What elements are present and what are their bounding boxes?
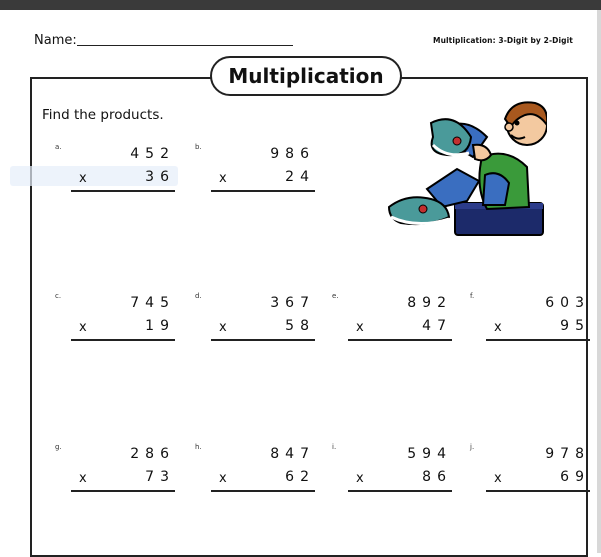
answer-line [71, 190, 175, 192]
times-sign: x [356, 471, 364, 486]
problem-f [470, 292, 590, 342]
multiplicand: 978 [545, 446, 590, 462]
problem-d [195, 292, 315, 342]
multiplier: 58 [285, 318, 315, 334]
problem-g [55, 443, 175, 493]
problem-b [195, 143, 315, 193]
worksheet-subtitle: Multiplication: 3-Digit by 2-Digit [433, 36, 573, 45]
multiplicand: 847 [270, 446, 315, 462]
multiplier: 69 [560, 469, 590, 485]
problem-letter: b. [195, 143, 202, 151]
answer-line [486, 339, 590, 341]
multiplicand: 986 [270, 146, 315, 162]
multiplicand: 594 [407, 446, 452, 462]
boy-tying-shoe-icon [387, 97, 547, 239]
problem-letter: f. [470, 292, 475, 300]
problem-i [332, 443, 452, 493]
multiplicand: 603 [545, 295, 590, 311]
problem-letter: j. [470, 443, 475, 451]
times-sign: x [219, 171, 227, 186]
scroll-edge[interactable] [597, 10, 601, 553]
times-sign: x [219, 471, 227, 486]
problem-j [470, 443, 590, 493]
answer-line [211, 490, 315, 492]
answer-line [71, 490, 175, 492]
multiplier: 19 [145, 318, 175, 334]
problem-letter: g. [55, 443, 62, 451]
times-sign: x [79, 171, 87, 186]
times-sign: x [79, 471, 87, 486]
problem-letter: d. [195, 292, 202, 300]
answer-line [211, 190, 315, 192]
answer-line [486, 490, 590, 492]
problem-c [55, 292, 175, 342]
multiplicand: 367 [270, 295, 315, 311]
answer-line [71, 339, 175, 341]
instructions: Find the products. [42, 107, 164, 123]
multiplier: 73 [145, 469, 175, 485]
multiplier: 95 [560, 318, 590, 334]
problem-letter: c. [55, 292, 62, 300]
name-label: Name: [34, 33, 77, 48]
multiplicand: 745 [130, 295, 175, 311]
multiplier: 47 [422, 318, 452, 334]
answer-line [211, 339, 315, 341]
problem-letter: e. [332, 292, 339, 300]
times-sign: x [356, 320, 364, 335]
worksheet-title: Multiplication [210, 56, 402, 96]
multiplier: 24 [285, 169, 315, 185]
problem-a [55, 143, 175, 193]
times-sign: x [494, 471, 502, 486]
name-field-line [77, 45, 293, 46]
multiplier: 86 [422, 469, 452, 485]
problem-h [195, 443, 315, 493]
times-sign: x [219, 320, 227, 335]
multiplicand: 452 [130, 146, 175, 162]
multiplier: 62 [285, 469, 315, 485]
multiplicand: 286 [130, 446, 175, 462]
window-top-bar [0, 0, 601, 10]
problem-letter: a. [55, 143, 62, 151]
problem-letter: i. [332, 443, 337, 451]
answer-line [348, 490, 452, 492]
multiplier: 36 [145, 169, 175, 185]
problem-e [332, 292, 452, 342]
times-sign: x [79, 320, 87, 335]
problem-letter: h. [195, 443, 202, 451]
times-sign: x [494, 320, 502, 335]
multiplicand: 892 [407, 295, 452, 311]
answer-line [348, 339, 452, 341]
